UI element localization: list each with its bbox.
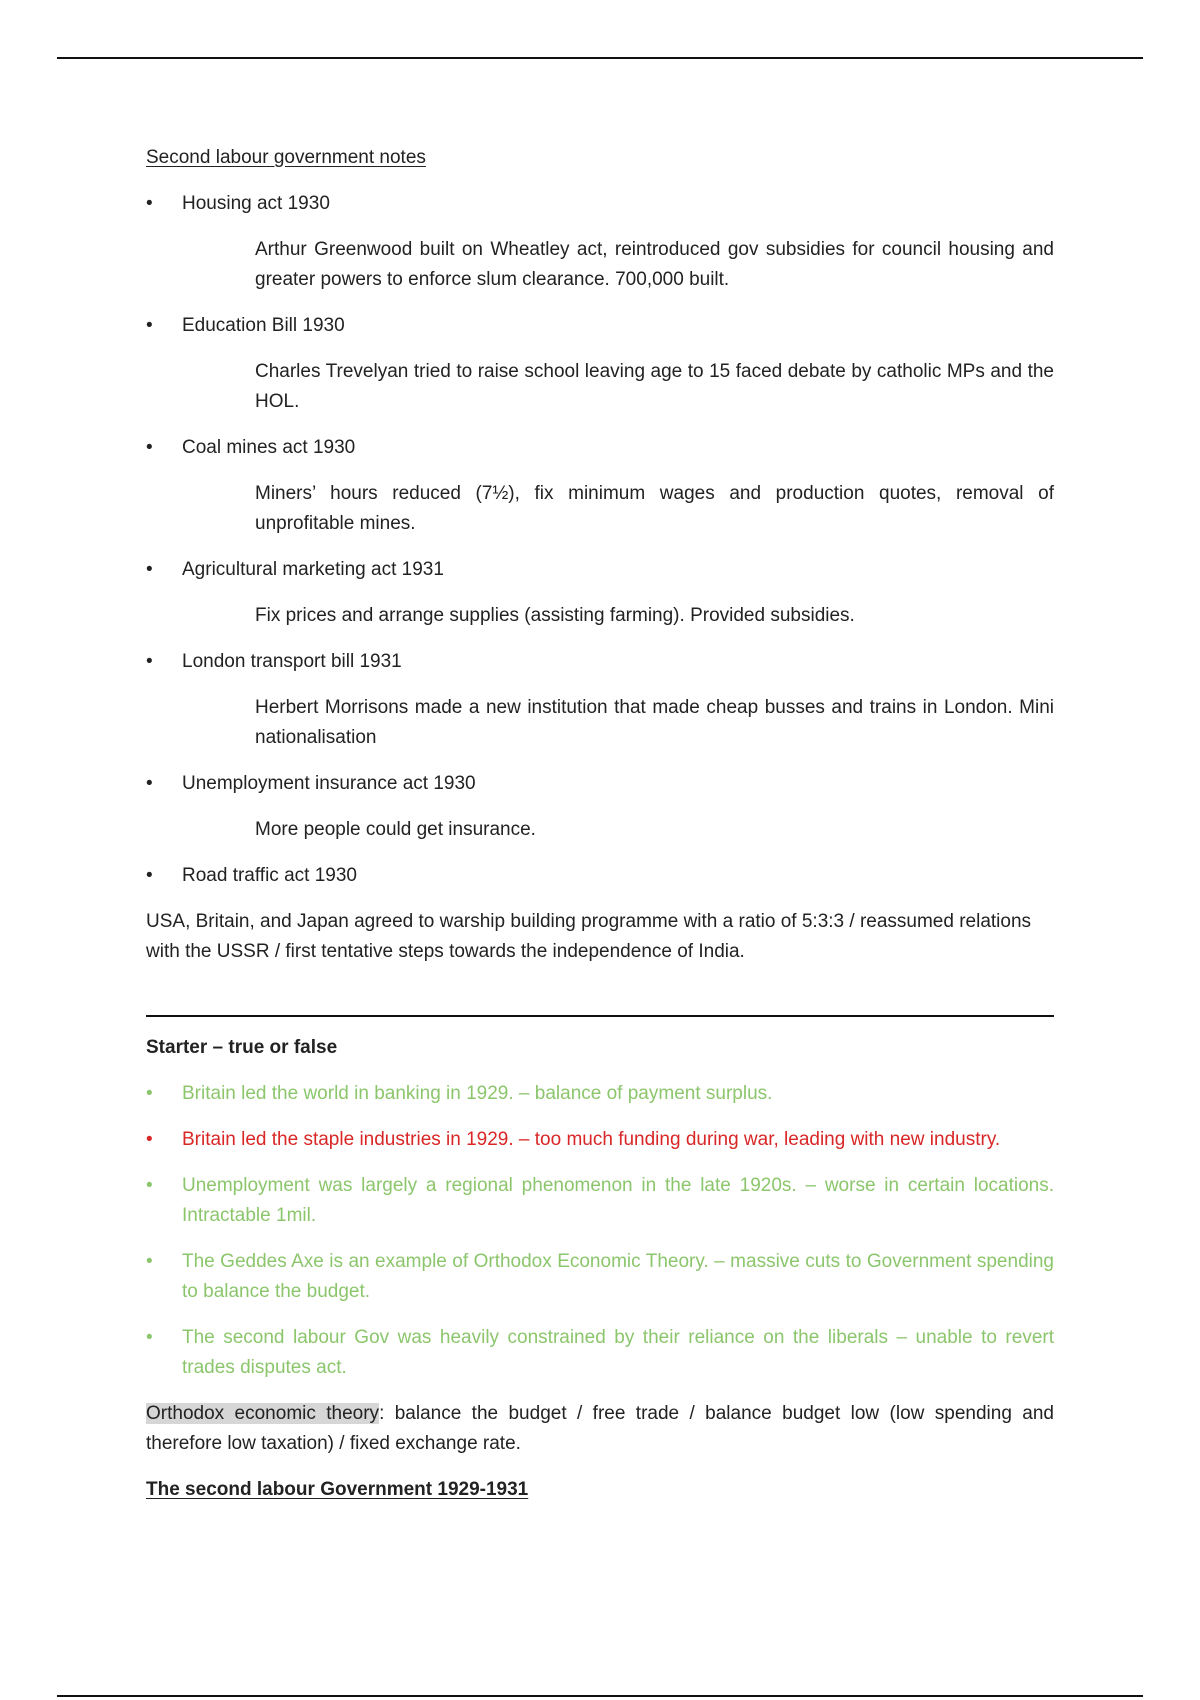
starter-item-text: Britain led the world in banking in 1929. – balance of payment surplus. [182, 1083, 773, 1104]
act-name: Coal mines act 1930 [182, 437, 356, 458]
bullet-icon: • [146, 437, 153, 458]
act-detail: Charles Trevelyan tried to raise school leaving age to 15 faced debate by catholic MPs and the HOL. [255, 361, 1054, 412]
list-item [146, 861, 1054, 891]
starter-item [146, 1125, 1054, 1155]
orthodox-paragraph [146, 1399, 1054, 1459]
orthodox-term: Orthodox economic theory [146, 1403, 380, 1424]
act-detail: Herbert Morrisons made a new institution that made cheap busses and trains in London. Mini nationalisation [255, 697, 1054, 748]
list-item [146, 433, 1054, 463]
list-item [146, 769, 1054, 799]
list-item [146, 311, 1054, 341]
bullet-icon: • [146, 1175, 153, 1196]
starter-item-text: The Geddes Axe is an example of Orthodox Economic Theory. – massive cuts to Government spending to balance the budget. [182, 1251, 1054, 1302]
bullet-icon: • [146, 773, 153, 794]
bullet-icon: • [146, 559, 153, 580]
list-item [146, 189, 1054, 219]
act-detail: Arthur Greenwood built on Wheatley act, reintroduced gov subsidies for council housing and greater powers to enforce slum clearance. 700,000 built. [255, 239, 1054, 290]
bullet-icon: • [146, 1083, 153, 1104]
bullet-icon: • [146, 1251, 153, 1272]
starter-item [146, 1323, 1054, 1383]
final-heading: The second labour Government 1929-1931 [146, 1479, 529, 1500]
page-title: Second labour government notes [146, 147, 426, 168]
act-name: Education Bill 1930 [182, 315, 345, 336]
bullet-icon: • [146, 651, 153, 672]
list-item [146, 555, 1054, 585]
page-top-rule [57, 57, 1143, 59]
starter-list [146, 1079, 1054, 1383]
starter-item [146, 1247, 1054, 1307]
bullet-icon: • [146, 193, 153, 214]
orthodox-definition: : balance the budget / free trade / balance budget low (low spending and therefore low taxation) / fixed exchange rate. [146, 1403, 1054, 1454]
act-name: London transport bill 1931 [182, 651, 402, 672]
acts-list [146, 189, 1054, 891]
act-detail: Miners’ hours reduced (7½), fix minimum wages and production quotes, removal of unprofitable mines. [255, 483, 1054, 534]
starter-heading: Starter – true or false [146, 1037, 338, 1058]
bullet-icon: • [146, 865, 153, 886]
act-name: Road traffic act 1930 [182, 865, 357, 886]
starter-item [146, 1079, 1054, 1109]
list-item [146, 647, 1054, 677]
bullet-icon: • [146, 315, 153, 336]
act-name: Unemployment insurance act 1930 [182, 773, 476, 794]
act-detail: Fix prices and arrange supplies (assisting farming). Provided subsidies. [255, 605, 855, 626]
starter-item-text: The second labour Gov was heavily constrained by their reliance on the liberals – unable to revert trades disputes act. [182, 1327, 1054, 1378]
act-detail: More people could get insurance. [255, 819, 536, 840]
starter-item-text: Britain led the staple industries in 1929. – too much funding during war, leading with new industry. [182, 1129, 1001, 1150]
starter-item-text: Unemployment was largely a regional phenomenon in the late 1920s. – worse in certain locations. Intractable 1mil. [182, 1175, 1054, 1226]
page-bottom-rule [57, 1695, 1143, 1697]
act-name: Agricultural marketing act 1931 [182, 559, 444, 580]
section-divider [146, 1015, 1054, 1017]
act-name: Housing act 1930 [182, 193, 330, 214]
starter-item [146, 1171, 1054, 1231]
page-content [146, 143, 1054, 1505]
bullet-icon: • [146, 1327, 153, 1348]
foreign-policy-paragraph: USA, Britain, and Japan agreed to warship building programme with a ratio of 5:3:3 / reassumed relations with the USSR / first tentative steps towards the independence of India. [146, 911, 1032, 962]
bullet-icon: • [146, 1129, 153, 1150]
